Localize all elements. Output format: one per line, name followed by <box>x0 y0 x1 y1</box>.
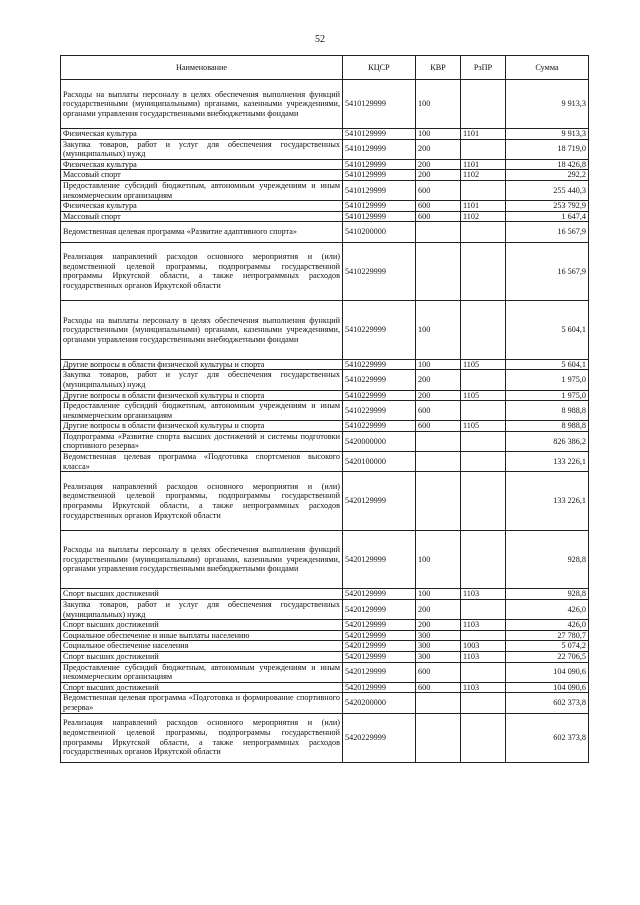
table-row <box>61 139 589 159</box>
row-csr: 5410129999 <box>343 129 416 140</box>
row-kvr: 100 <box>416 301 461 360</box>
row-csr: 5420129999 <box>343 662 416 682</box>
row-name: Расходы на выплаты персоналу в целях обеспечения выполнения функций государственными (муниципальными) органами, казенными учреждениями, органами управления государственными внебюджетными фондами <box>61 80 343 129</box>
row-sum: 9 913,3 <box>506 129 589 140</box>
row-sum: 22 706,5 <box>506 652 589 663</box>
row-kvr: 100 <box>416 530 461 589</box>
row-csr: 5420129999 <box>343 682 416 693</box>
row-name: Массовый спорт <box>61 211 343 222</box>
row-name: Другие вопросы в области физической культуры и спорта <box>61 390 343 401</box>
header-rzpr: РзПР <box>461 56 506 80</box>
row-rzpr: 1105 <box>461 390 506 401</box>
row-sum: 16 567,9 <box>506 222 589 242</box>
row-name: Подпрограмма «Развитие спорта высших достижений и системы подготовки спортивного резерва» <box>61 431 343 451</box>
row-sum: 1 975,0 <box>506 370 589 390</box>
row-kvr <box>416 431 461 451</box>
header-name: Наименование <box>61 56 343 80</box>
row-sum: 426,0 <box>506 620 589 631</box>
row-kvr: 200 <box>416 159 461 170</box>
table-row <box>61 359 589 370</box>
row-name: Предоставление субсидий бюджетным, автономным учреждениям и иным некоммерческим организациям <box>61 180 343 200</box>
table-row <box>61 129 589 140</box>
row-rzpr <box>461 139 506 159</box>
row-name: Спорт высших достижений <box>61 589 343 600</box>
row-kvr: 200 <box>416 170 461 181</box>
budget-table <box>60 55 589 763</box>
row-rzpr <box>461 80 506 129</box>
row-name: Спорт высших достижений <box>61 682 343 693</box>
row-kvr: 100 <box>416 359 461 370</box>
row-rzpr: 1103 <box>461 682 506 693</box>
row-csr: 5410129999 <box>343 80 416 129</box>
row-csr: 5420129999 <box>343 620 416 631</box>
row-kvr: 600 <box>416 211 461 222</box>
row-sum: 18 719,0 <box>506 139 589 159</box>
row-name: Социальное обеспечение и иные выплаты населению <box>61 630 343 641</box>
row-sum: 5 604,1 <box>506 359 589 370</box>
row-kvr <box>416 452 461 472</box>
row-name: Реализация направлений расходов основного мероприятия и (или) ведомственной целевой программы, подпрограммы государственной программы Иркутской области, а также непрограммных расходов государственных органов Иркутской области <box>61 242 343 301</box>
row-rzpr: 1101 <box>461 159 506 170</box>
row-rzpr: 1102 <box>461 211 506 222</box>
row-kvr <box>416 222 461 242</box>
row-rzpr: 1003 <box>461 641 506 652</box>
row-name: Социальное обеспечение населения <box>61 641 343 652</box>
row-name: Другие вопросы в области физической культуры и спорта <box>61 359 343 370</box>
row-rzpr: 1103 <box>461 589 506 600</box>
row-name: Другие вопросы в области физической культуры и спорта <box>61 421 343 432</box>
row-name: Предоставление субсидий бюджетным, автономным учреждениям и иным некоммерческим организациям <box>61 401 343 421</box>
row-rzpr <box>461 600 506 620</box>
row-csr: 5410200000 <box>343 222 416 242</box>
table-row <box>61 472 589 531</box>
row-csr: 5420229999 <box>343 713 416 762</box>
table-row <box>61 713 589 762</box>
table-row <box>61 693 589 713</box>
row-kvr: 200 <box>416 139 461 159</box>
row-kvr: 200 <box>416 370 461 390</box>
table-row <box>61 242 589 301</box>
page-number: 52 <box>315 34 325 45</box>
row-sum: 16 567,9 <box>506 242 589 301</box>
table-row <box>61 589 589 600</box>
row-rzpr <box>461 452 506 472</box>
row-csr: 5420129999 <box>343 589 416 600</box>
row-rzpr <box>461 713 506 762</box>
row-csr: 5410129999 <box>343 170 416 181</box>
row-rzpr: 1102 <box>461 170 506 181</box>
row-sum: 928,8 <box>506 589 589 600</box>
row-csr: 5420129999 <box>343 652 416 663</box>
row-kvr: 200 <box>416 600 461 620</box>
row-name: Ведомственная целевая программа «Подготовка спортсменов высокого класса» <box>61 452 343 472</box>
row-rzpr <box>461 180 506 200</box>
table-row <box>61 180 589 200</box>
header-csr: КЦСР <box>343 56 416 80</box>
table-row <box>61 630 589 641</box>
row-name: Закупка товаров, работ и услуг для обеспечения государственных (муниципальных) нужд <box>61 370 343 390</box>
row-sum: 928,8 <box>506 530 589 589</box>
row-csr: 5410129999 <box>343 180 416 200</box>
table-row <box>61 600 589 620</box>
table-row <box>61 301 589 360</box>
row-csr: 5410229999 <box>343 421 416 432</box>
row-csr: 5410229999 <box>343 359 416 370</box>
row-sum: 104 090,6 <box>506 662 589 682</box>
row-csr: 5410129999 <box>343 211 416 222</box>
table-row <box>61 222 589 242</box>
row-sum: 602 373,8 <box>506 713 589 762</box>
row-sum: 292,2 <box>506 170 589 181</box>
row-csr: 5420200000 <box>343 693 416 713</box>
table-row <box>61 401 589 421</box>
row-sum: 426,0 <box>506 600 589 620</box>
table-body <box>61 80 589 763</box>
row-name: Расходы на выплаты персоналу в целях обеспечения выполнения функций государственными (муниципальными) органами, казенными учреждениями, органами управления государственными внебюджетными фондами <box>61 301 343 360</box>
row-kvr: 600 <box>416 682 461 693</box>
row-csr: 5410129999 <box>343 201 416 212</box>
row-sum: 104 090,6 <box>506 682 589 693</box>
row-kvr: 100 <box>416 589 461 600</box>
row-csr: 5410229999 <box>343 301 416 360</box>
row-rzpr <box>461 301 506 360</box>
row-name: Массовый спорт <box>61 170 343 181</box>
header-kvr: КВР <box>416 56 461 80</box>
row-sum: 5 604,1 <box>506 301 589 360</box>
row-rzpr <box>461 222 506 242</box>
row-rzpr: 1105 <box>461 421 506 432</box>
row-rzpr <box>461 630 506 641</box>
row-kvr: 600 <box>416 401 461 421</box>
table-row <box>61 390 589 401</box>
row-csr: 5410129999 <box>343 159 416 170</box>
row-rzpr <box>461 401 506 421</box>
row-csr: 5420000000 <box>343 431 416 451</box>
row-name: Реализация направлений расходов основного мероприятия и (или) ведомственной целевой программы, подпрограммы государственной программы Иркутской области, а также непрограммных расходов государственных органов Иркутской области <box>61 472 343 531</box>
row-name: Реализация направлений расходов основного мероприятия и (или) ведомственной целевой программы, подпрограммы государственной программы Иркутской области, а также непрограммных расходов государственных органов Иркутской области <box>61 713 343 762</box>
row-sum: 27 780,7 <box>506 630 589 641</box>
row-rzpr <box>461 431 506 451</box>
table-row <box>61 662 589 682</box>
row-kvr: 300 <box>416 630 461 641</box>
row-sum: 1 975,0 <box>506 390 589 401</box>
table-row <box>61 370 589 390</box>
row-rzpr <box>461 693 506 713</box>
row-kvr <box>416 713 461 762</box>
table-row <box>61 159 589 170</box>
row-kvr <box>416 472 461 531</box>
row-rzpr: 1101 <box>461 129 506 140</box>
row-csr: 5420129999 <box>343 472 416 531</box>
table-row <box>61 431 589 451</box>
row-name: Физическая культура <box>61 129 343 140</box>
row-kvr <box>416 693 461 713</box>
row-rzpr <box>461 662 506 682</box>
row-name: Расходы на выплаты персоналу в целях обеспечения выполнения функций государственными (муниципальными) органами, казенными учреждениями, органами управления государственными внебюджетными фондами <box>61 530 343 589</box>
row-sum: 8 988,8 <box>506 421 589 432</box>
table-row <box>61 170 589 181</box>
row-sum: 5 074,2 <box>506 641 589 652</box>
table-row <box>61 201 589 212</box>
row-sum: 8 988,8 <box>506 401 589 421</box>
row-rzpr: 1103 <box>461 620 506 631</box>
table-header-row <box>61 56 589 80</box>
row-kvr: 600 <box>416 662 461 682</box>
row-csr: 5420129999 <box>343 641 416 652</box>
row-name: Предоставление субсидий бюджетным, автономным учреждениям и иным некоммерческим организациям <box>61 662 343 682</box>
row-rzpr <box>461 370 506 390</box>
table-row <box>61 682 589 693</box>
row-csr: 5410229999 <box>343 370 416 390</box>
row-name: Ведомственная целевая программа «Развитие адаптивного спорта» <box>61 222 343 242</box>
row-csr: 5410129999 <box>343 139 416 159</box>
row-kvr: 200 <box>416 390 461 401</box>
header-sum: Сумма <box>506 56 589 80</box>
table-row <box>61 652 589 663</box>
row-sum: 255 440,3 <box>506 180 589 200</box>
row-kvr: 100 <box>416 129 461 140</box>
row-kvr: 600 <box>416 421 461 432</box>
row-sum: 133 226,1 <box>506 472 589 531</box>
row-kvr: 100 <box>416 80 461 129</box>
row-kvr: 600 <box>416 201 461 212</box>
row-csr: 5410229999 <box>343 401 416 421</box>
row-kvr <box>416 242 461 301</box>
row-rzpr <box>461 530 506 589</box>
row-name: Ведомственная целевая программа «Подготовка и формирование спортивного резерва» <box>61 693 343 713</box>
row-rzpr <box>461 472 506 531</box>
row-sum: 826 386,2 <box>506 431 589 451</box>
row-rzpr: 1103 <box>461 652 506 663</box>
row-name: Спорт высших достижений <box>61 620 343 631</box>
table-row <box>61 452 589 472</box>
row-csr: 5410229999 <box>343 242 416 301</box>
row-csr: 5420129999 <box>343 630 416 641</box>
table-row <box>61 211 589 222</box>
row-kvr: 300 <box>416 652 461 663</box>
row-sum: 602 373,8 <box>506 693 589 713</box>
row-sum: 18 426,8 <box>506 159 589 170</box>
table-row <box>61 80 589 129</box>
row-kvr: 300 <box>416 641 461 652</box>
row-sum: 253 792,9 <box>506 201 589 212</box>
row-name: Закупка товаров, работ и услуг для обеспечения государственных (муниципальных) нужд <box>61 139 343 159</box>
row-name: Спорт высших достижений <box>61 652 343 663</box>
row-name: Физическая культура <box>61 201 343 212</box>
row-rzpr <box>461 242 506 301</box>
row-sum: 9 913,3 <box>506 80 589 129</box>
table-row <box>61 641 589 652</box>
table-row <box>61 530 589 589</box>
row-csr: 5420100000 <box>343 452 416 472</box>
row-csr: 5410229999 <box>343 390 416 401</box>
table-row <box>61 620 589 631</box>
row-kvr: 600 <box>416 180 461 200</box>
row-kvr: 200 <box>416 620 461 631</box>
row-rzpr: 1101 <box>461 201 506 212</box>
row-sum: 1 647,4 <box>506 211 589 222</box>
row-csr: 5420129999 <box>343 530 416 589</box>
row-rzpr: 1105 <box>461 359 506 370</box>
row-sum: 133 226,1 <box>506 452 589 472</box>
table-row <box>61 421 589 432</box>
row-csr: 5420129999 <box>343 600 416 620</box>
row-name: Закупка товаров, работ и услуг для обеспечения государственных (муниципальных) нужд <box>61 600 343 620</box>
row-name: Физическая культура <box>61 159 343 170</box>
